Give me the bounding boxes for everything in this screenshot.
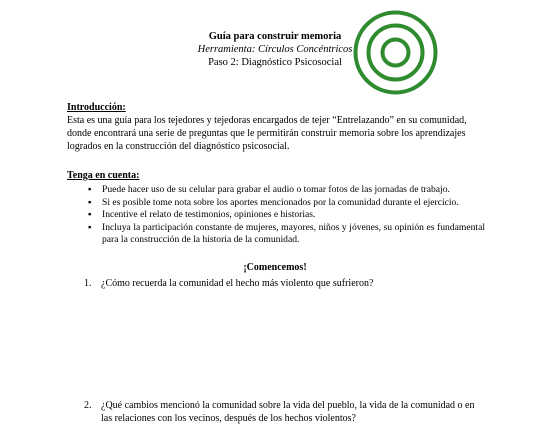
tool-subtitle: Herramienta: Círculos Concéntricos xyxy=(197,44,353,55)
step-subtitle: Paso 2: Diagnóstico Psicosocial xyxy=(208,57,342,68)
notes-list xyxy=(67,184,485,247)
bullet-icon: ▪ xyxy=(88,209,92,220)
question-number: 1. xyxy=(84,278,92,289)
intro-heading: Introducción: xyxy=(67,102,126,113)
list-item: ▪ Puede hacer uso de su celular para grabar el audio o tomar fotos de las jornadas de trabajo. xyxy=(88,184,450,195)
list-item: ▪ Si es posible tome nota sobre los aportes mencionados por la comunidad durante el ejercicio. xyxy=(88,196,459,208)
start-heading: ¡Comencemos! xyxy=(243,262,307,273)
notes-heading-wrap xyxy=(67,169,477,182)
question-text: ¿Cómo recuerda la comunidad el hecho más violento que sufrieron? xyxy=(101,278,374,289)
intro-paragraph: Esta es una guía para los tejedores y tejedoras encargados de tejer “Entrelazando” en su comunidad, donde encontrará una serie de preguntas que le permitirán construir memoria sobre los aprendizajes logrados en la construcción del diagnóstico psicosocial. xyxy=(67,115,467,152)
intro-section xyxy=(67,101,477,153)
list-item: ▪ Incentive el relato de testimonios, opiniones e historias. xyxy=(88,209,316,220)
list-item: ▪ Incluya la participación constante de mujeres, mayores, niños y jóvenes, su opinión es fundamental para la construcción de la historia de la comunidad. xyxy=(88,221,485,245)
document-title: Guía para construir memoria xyxy=(208,31,342,42)
question-number: 2. xyxy=(84,400,92,411)
notes-heading: Tenga en cuenta: xyxy=(67,170,140,181)
bullet-icon: ▪ xyxy=(88,184,92,195)
bullet-icon: ▪ xyxy=(88,196,92,208)
concentric-circles-icon xyxy=(350,7,441,98)
question-text: ¿Qué cambios mencionó la comunidad sobre la vida del pueblo, la vida de la comunidad o en las relaciones con los vecinos, después de los hechos violentos? xyxy=(101,400,475,424)
bullet-icon: ▪ xyxy=(88,221,92,233)
